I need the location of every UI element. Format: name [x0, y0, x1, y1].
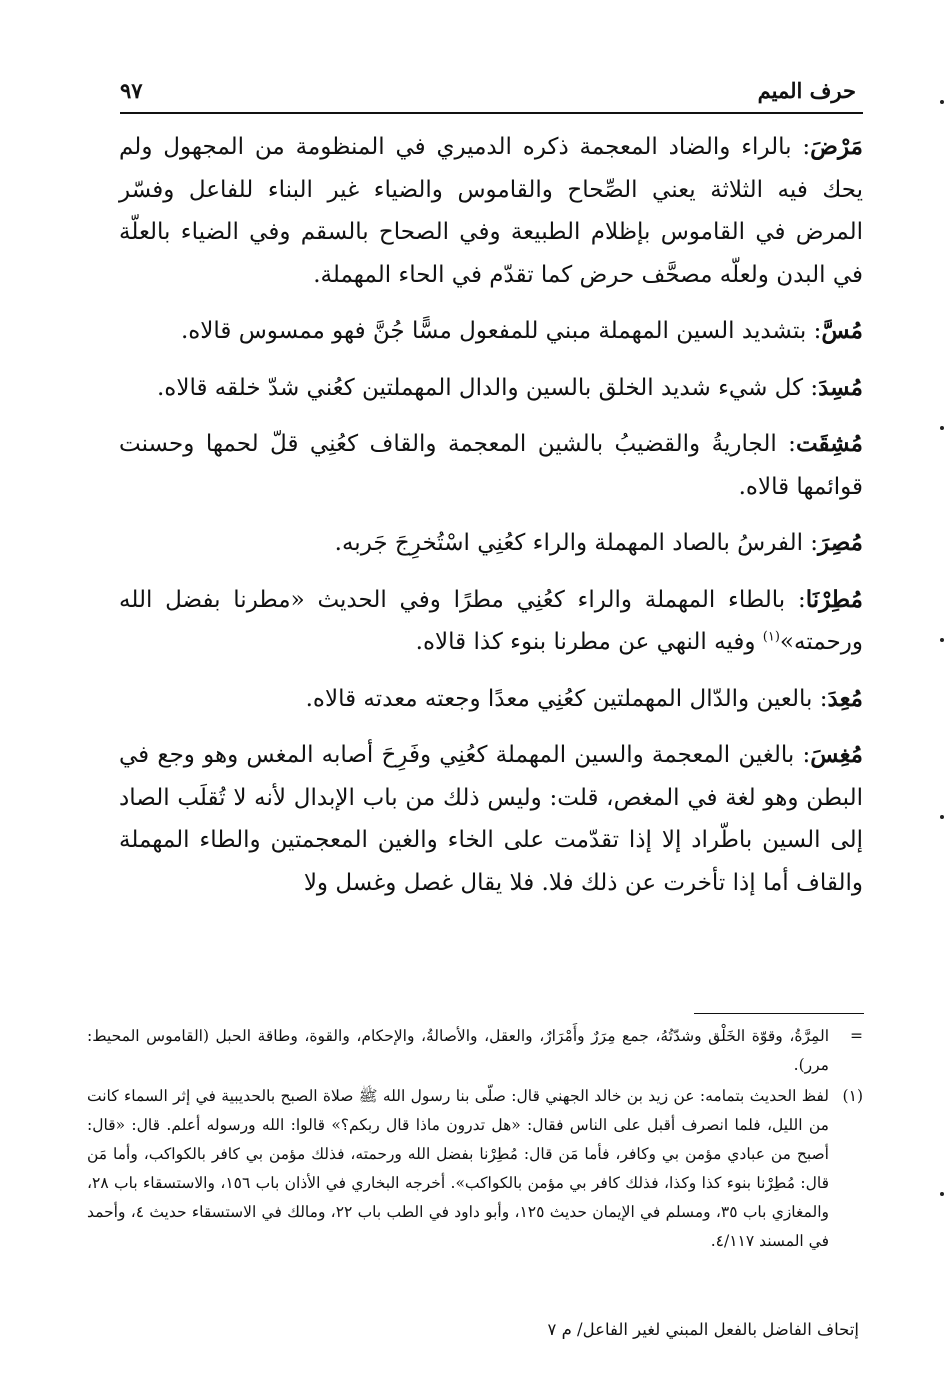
scan-speck: [940, 638, 944, 642]
entry-mughisa: [119, 734, 863, 904]
entry-term: مُسِدَ: [818, 373, 863, 401]
entry-term: مُطِرْنَا: [805, 585, 863, 613]
entry-definition: : بالعين والدّال المهملتين كعُنِي معدًا وجعته معدته قالاه.: [305, 685, 828, 712]
running-title: حرف الميم: [757, 78, 856, 103]
entry-definition: : بالراء والضاد المعجمة ذكره الدميري في المنظومة من المجهول ولم يحك فيه الثلاثة يعني الصِّحاح والقاموس والضياء غير البناء للفاعل وفسّر المرض في القاموس بإظلام الطبيعة وفي الصحاح بالسقم وفي الضياء بالعلّة في البدن ولعلّه مصحَّف حرض كما تقدّم في الحاء المهملة.: [119, 134, 863, 288]
entry-definition: : الفرسُ بالصاد المهملة والراء كعُنِي اسْتُخرِجَ جَربه.: [334, 530, 819, 556]
page-number: ٩٧: [120, 78, 143, 103]
entry-mussa: [119, 310, 863, 353]
footnote-reference: (١): [762, 629, 780, 645]
entry-term: مُعِدَ: [827, 684, 863, 712]
footnote-continued: [87, 1022, 863, 1080]
body-text: [119, 126, 863, 918]
signature-line: إتحاف الفاضل بالفعل المبني لغير الفاعل/ م ٧: [547, 1320, 859, 1339]
footnote-rule: [694, 1013, 864, 1014]
entry-definition: : الجاريةُ والقضيبُ بالشين المعجمة والقاف كعُنِي قلّ لحمها وحسنت قوائمها قالاه.: [119, 431, 863, 500]
entry-definition: : كل شيء شديد الخلق بالسين والدال المهملتين كعُني شدّ خلقه قالاه.: [156, 374, 819, 401]
footnote-mark: (١): [842, 1087, 863, 1105]
entry-muida: [119, 678, 863, 721]
scan-speck: [940, 100, 944, 104]
entry-definition-continued: وفيه النهي عن مطرنا بنوء كذا قالاه.: [415, 629, 763, 655]
scan-speck: [940, 1192, 944, 1196]
entry-definition: : بتشديد السين المهملة مبني للمفعول مسًّا جُنَّ فهو ممسوس قالاه.: [180, 318, 822, 344]
entry-definition: : بالغين المعجمة والسين المهملة كعُنِي وفَرِحَ أصابه المغس وهو وجع في البطن وهو لغة في المغص، قلت: وليس ذلك من باب الإبدال لأنه لا تُقلَب الصاد إلى السين باطّراد إلا إذا تقدّمت على الخاء والغين المعجمتين والطاء المهملة والقاف أما إذا تأخرت عن ذلك فلا. فلا يقال غصل وغسل ولا: [119, 742, 863, 896]
entry-musira: [119, 522, 863, 565]
footnote-1: [87, 1082, 863, 1256]
entry-term: مَرْضَ: [810, 133, 863, 160]
footnotes: [87, 1022, 863, 1258]
entry-mushiqat: [119, 423, 863, 508]
header-rule: [120, 112, 863, 114]
footnote-text: المِرَّةُ، وقوّة الخَلْق وشدّتُهُ، جمع مِرَرٌ وأَمْرَارٌ، والعقل، والأصالةُ، والإحكام، والقوة، وطاقة الحبل (القاموس المحيط: مرر).: [87, 1027, 829, 1074]
scan-speck: [940, 426, 944, 430]
footnote-mark: =: [850, 1027, 863, 1045]
footnote-text: لفظ الحديث بتمامه: عن زيد بن خالد الجهني قال: صلّى بنا رسول الله ﷺ صلاة الصبح بالحديبية في إثر السماء كانت من الليل، فلما انصرف أقبل على الناس فقال: «هل تدرون ماذا قال ربكم؟» قالوا: الله ورسوله أعلم. قال: «قال: أصبح من عبادي مؤمن بي وكافر، فأما مَن قال: مُطِرْنا بفضل الله ورحمته، فذلك مؤمن بي كافر بالكواكب، وأما مَن قال: مُطِرْنا بنوء كذا وكذا، فذلك كافر بي مؤمن بالكواكب». أخرجه البخاري في الأذان باب ١٥٦، والاستسقاء باب ٢٨، والمغازي باب ٣٥، ومسلم في الإيمان حديث ١٢٥، وأبو داود في الطب باب ٢٢، ومالك في الاستسقاء حديث ٤، وأحمد في المسند ٤/١١٧.: [87, 1087, 829, 1250]
entry-term: مُسَّ: [821, 317, 863, 344]
entry-mutirna: [119, 579, 863, 664]
entry-term: مُغِسَ: [810, 741, 863, 768]
entry-term: مُصِرَ: [818, 529, 863, 556]
scan-speck: [940, 815, 944, 819]
entry-definition: : بالطاء المهملة والراء كعُنِي مطرًا وفي الحديث «مطرنا بفضل الله ورحمته»: [119, 586, 863, 655]
entry-marida: [119, 126, 863, 296]
entry-term: مُشِقَت: [795, 430, 863, 457]
entry-musida: [119, 367, 863, 410]
